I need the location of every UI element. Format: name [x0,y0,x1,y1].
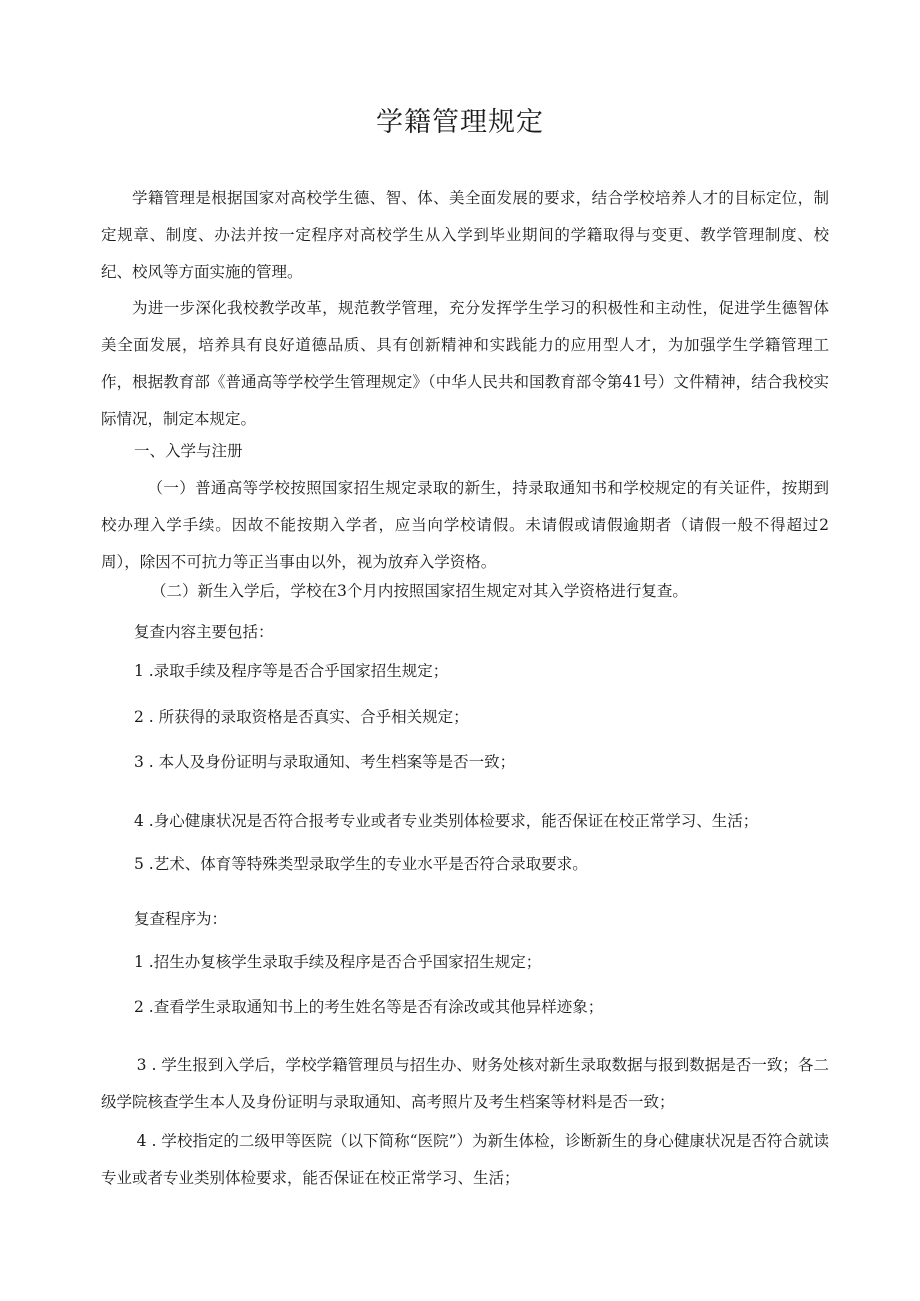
review-content-item-3: 3 . 本人及身份证明与录取通知、考生档案等是否一致； [134,753,516,771]
review-procedure-item-2: 2 .查看学生录取通知书上的考生姓名等是否有涂改或其他异样迹象； [134,998,604,1016]
review-procedure-item-1: 1 .招生办复核学生录取手续及程序是否合乎国家招生规定； [134,953,542,971]
review-content-item-2: 2 . 所获得的录取资格是否真实、合乎相关规定； [134,708,469,726]
review-content-item-1: 1 .录取手续及程序等是否合乎国家招生规定； [134,662,449,680]
clause-1: （一）普通高等学校按照国家招生规定录取的新生，持录取通知书和学校规定的有关证件，按期到校办理入学手续。因故不能按期入学者，应当向学校请假。未请假或请假逾期者（请假一般不得超过2周），除因不可抗力等正当事由以外，视为放弃入学资格。 [101,479,829,571]
clause-2: （二）新生入学后，学校在3个月内按照国家招生规定对其入学资格进行复查。 [151,582,688,600]
review-procedure-heading: 复查程序为： [134,910,228,928]
document-title: 学籍管理规定 [376,107,544,138]
section-heading-enrollment: 一、入学与注册 [134,442,243,460]
review-content-heading: 复查内容主要包括： [134,623,274,641]
review-procedure-item-4: 4 . 学校指定的二级甲等医院（以下简称“医院”）为新生体检，诊断新生的身心健康状况是否符合就读专业或者专业类别体检要求，能否保证在校正常学习、生活； [101,1132,829,1187]
review-content-item-4: 4 .身心健康状况是否符合报考专业或者专业类别体检要求，能否保证在校正常学习、生活； [134,812,759,830]
review-content-item-5: 5 .艺术、体育等特殊类型录取学生的专业水平是否符合录取要求。 [134,855,588,873]
intro-paragraph-1: 学籍管理是根据国家对高校学生德、智、体、美全面发展的要求，结合学校培养人才的目标定位，制定规章、制度、办法并按一定程序对高校学生从入学到毕业期间的学籍取得与变更、教学管理制度、校纪、校风等方面实施的管理。 [101,189,829,281]
review-procedure-item-3: 3 . 学生报到入学后，学校学籍管理员与招生办、财务处核对新生录取数据与报到数据是否一致；各二级学院核查学生本人及身份证明与录取通知、高考照片及考生档案等材料是否一致； [101,1056,829,1111]
intro-paragraph-2: 为进一步深化我校教学改革，规范教学管理，充分发挥学生学习的积极性和主动性，促进学生德智体美全面发展，培养具有良好道德品质、具有创新精神和实践能力的应用型人才，为加强学生学籍管理工作，根据教育部《普通高等学校学生管理规定》（中华人民共和国教育部令第41号）文件精神，结合我校实际情况，制定本规定。 [101,299,829,428]
